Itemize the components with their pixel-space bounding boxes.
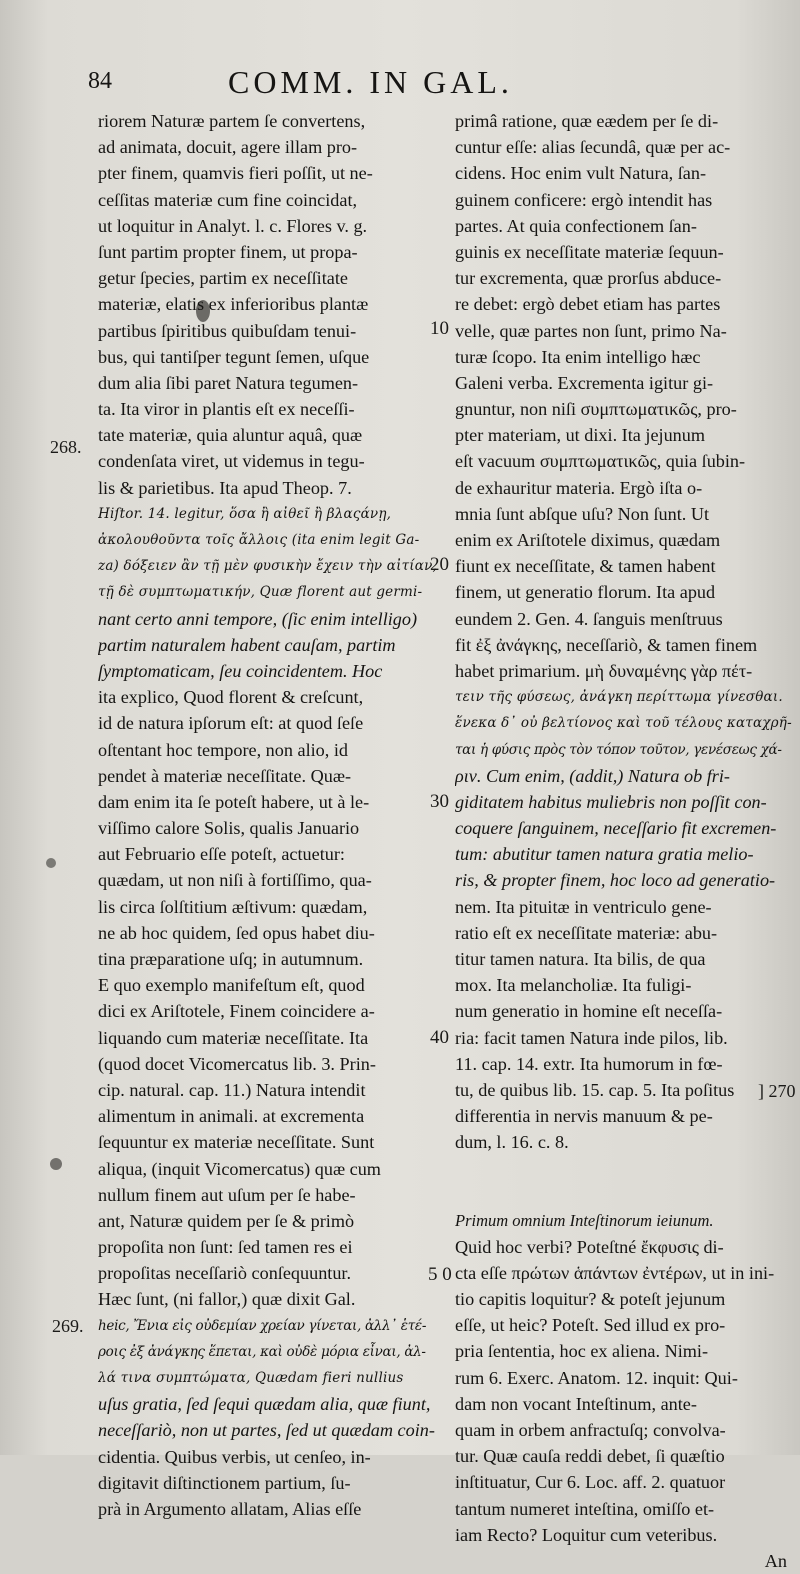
lemma-heading: Primum omnium Inteſtinorum ieiunum. bbox=[455, 1210, 714, 1230]
text-line: tio capitis loquitur? & poteſt jejunum bbox=[455, 1289, 726, 1310]
text-line: tate materiæ, quia aluntur aquâ, quæ bbox=[98, 425, 363, 446]
text-line: tu, de quibus lib. 15. cap. 5. Ita poſitus bbox=[455, 1079, 735, 1100]
text-line-greek: heic, Ἔνια εἰς οὐδεμίαν χρείαν γίνεται, ἀλλ᾽ ἑτέ- bbox=[98, 1317, 427, 1334]
text-line: aut Februario eſſe poteſt, actuetur: bbox=[98, 844, 345, 865]
text-line: fit ἐξ ἀνάγκης, neceſſariò, & tamen finem bbox=[455, 634, 758, 655]
text-line-greek: ἕνεκα δ᾽ οὐ βελτίονος καὶ τοῦ τέλους καταχρῆ- bbox=[455, 715, 792, 732]
text-line: cidens. Hoc enim vult Natura, ſan- bbox=[455, 163, 707, 184]
line-number-30: 30 bbox=[430, 791, 449, 812]
text-line: nullum finem aut uſum per ſe habe- bbox=[98, 1184, 356, 1205]
text-line: differentia in nervis manuum & pe- bbox=[455, 1106, 713, 1127]
text-line: ſunt partim propter finem, ut propa- bbox=[98, 241, 358, 262]
text-line: aliqua, (inquit Vicomercatus) quæ cum bbox=[98, 1158, 381, 1179]
text-line: propoſitas neceſſariò conſequuntur. bbox=[98, 1263, 352, 1284]
text-line: digitavit diſtinctionem partium, ſu- bbox=[98, 1472, 351, 1493]
text-line: ut loquitur in Analyt. l. c. Flores v. g. bbox=[98, 215, 368, 236]
text-line: tantum numeret inteſtina, omiſſo et- bbox=[455, 1498, 715, 1519]
text-line: cta eſſe πρώτων ἁπάντων ἐντέρων, ut in ini- bbox=[455, 1262, 775, 1283]
text-line: finem, ut generatio florum. Ita apud bbox=[455, 582, 716, 603]
text-line-greek: τῇ δὲ συμπτωματικήν, Quæ florent aut germi- bbox=[98, 584, 423, 601]
text-line-italic: partim naturalem habent cauſam, partim bbox=[98, 634, 396, 655]
text-line: eſſe, ut heic? Poteſt. Sed illud ex pro- bbox=[455, 1315, 726, 1336]
text-line: ad animata, docuit, agere illam pro- bbox=[98, 137, 358, 158]
text-line: turæ ſcopo. Ita enim intelligo hæc bbox=[455, 346, 701, 367]
text-line: bus, qui tantiſper tegunt ſemen, uſque bbox=[98, 346, 370, 367]
running-title: COMM. IN GAL. bbox=[228, 64, 513, 100]
text-line: tur. Quæ cauſa reddi debet, ſi quæſtio bbox=[455, 1446, 725, 1467]
text-line-italic: ριν. Cum enim, (addit,) Natura ob fri- bbox=[455, 765, 730, 786]
text-line: mnia ſunt abſque uſu? Non ſunt. Ut bbox=[455, 503, 710, 524]
text-line: dam enim ita ſe poteſt habere, ut à le- bbox=[98, 791, 370, 812]
text-line-italic: coquere ſanguinem, neceſſario fit excremen- bbox=[455, 818, 777, 839]
text-line: alimentum in animali. at excrementa bbox=[98, 1106, 365, 1127]
text-line-greek: za) δόξειεν ἂν τῇ μὲν φυσικὴν ἔχειν τὴν αἰτίαν, bbox=[98, 558, 437, 575]
text-line: condenſata viret, ut videmus in tegu- bbox=[98, 451, 365, 472]
line-number-10: 10 bbox=[430, 318, 449, 339]
text-line: enim ex Ariſtotele diximus, quædam bbox=[455, 530, 721, 550]
text-line: dum alia ſibi paret Natura tegumen- bbox=[98, 372, 359, 393]
text-line: dici ex Ariſtotele, Finem coincidere a- bbox=[98, 1001, 375, 1022]
text-line-greek: Hiſtor. 14. legitur, ὅσα ἢ αἰθεῖ ἢ βλαςάνῃ, bbox=[98, 505, 392, 522]
text-line: re debet: ergò debet etiam has partes bbox=[455, 294, 721, 315]
text-line: cuntur eſſe: alias ſecundâ, quæ per ac- bbox=[455, 137, 731, 158]
text-line: partibus ſpiritibus quibuſdam tenui- bbox=[98, 320, 357, 341]
text-line: cidentia. Quibus verbis, ut cenſeo, in- bbox=[98, 1446, 371, 1467]
right-text-column bbox=[455, 108, 793, 1574]
text-line: ne ab hoc quidem, ſed opus habet diu- bbox=[98, 922, 375, 943]
text-line-italic: giditatem habitus muliebris non poſſit con- bbox=[455, 791, 767, 812]
text-line: tur excrementa, quæ prorſus abduce- bbox=[455, 268, 722, 289]
text-line: de exhauritur materia. Ergò iſta o- bbox=[455, 477, 703, 498]
text-line: rum 6. Exerc. Anatom. 12. inquit: Qui- bbox=[455, 1367, 738, 1388]
text-line-greek: τειν τῆς φύσεως, ἀνάγκη περίττωμα γίνεσθαι. bbox=[455, 689, 783, 706]
text-line: E quo exemplo manifeſtum eſt, quod bbox=[98, 975, 365, 996]
text-line: ria: facit tamen Natura inde pilos, lib. bbox=[455, 1027, 728, 1048]
text-line: riorem Naturæ partem ſe convertens, bbox=[98, 111, 366, 131]
section-gap bbox=[455, 1156, 793, 1208]
text-line: eundem 2. Gen. 4. ſanguis menſtruus bbox=[455, 608, 723, 629]
text-line-italic: tum: abutitur tamen natura gratia melio- bbox=[455, 844, 754, 865]
text-line: partes. At quia confectionem ſan- bbox=[455, 215, 697, 236]
text-line: cip. natural. cap. 11.) Natura intendit bbox=[98, 1079, 366, 1100]
text-line: iam Recto? Loquitur cum veteribus. bbox=[455, 1524, 718, 1545]
text-line: lis circa ſolſtitium æſtivum: quædam, bbox=[98, 896, 368, 917]
text-line-italic: nant certo anni tempore, (ſic enim intelligo) bbox=[98, 608, 418, 629]
text-line: pter materiam, ut dixi. Ita jejunum bbox=[455, 425, 706, 446]
text-line: dam non vocant Inteſtinum, ante- bbox=[455, 1393, 697, 1414]
text-line: nem. Ita pituitæ in ventriculo gene- bbox=[455, 896, 712, 917]
text-line: fiunt ex neceſſitate, & tamen habent bbox=[455, 556, 716, 577]
margin-note-268: 268. bbox=[50, 437, 82, 457]
text-line-greek: ροις ἐξ ἀνάγκης ἕπεται, καὶ οὐδὲ μόρια εἶναι, ἀλ- bbox=[98, 1343, 426, 1360]
text-line: propoſita non ſunt: ſed tamen res ei bbox=[98, 1237, 353, 1258]
text-line-italic: neceſſariò, non ut partes, ſed ut quædam coin- bbox=[98, 1420, 435, 1441]
text-line: ta. Ita viror in plantis eſt ex neceſſi- bbox=[98, 399, 355, 420]
ink-spot bbox=[46, 858, 56, 868]
text-line: primâ ratione, quæ eædem per ſe di- bbox=[455, 111, 719, 131]
text-line: ſequuntur ex materiæ neceſſitate. Sunt bbox=[98, 1132, 375, 1153]
text-line: guinis ex neceſſitate materiæ ſequun- bbox=[455, 241, 724, 262]
text-line: viſſimo calore Solis, qualis Januario bbox=[98, 818, 360, 839]
text-line: ant, Naturæ quidem per ſe & primò bbox=[98, 1210, 355, 1231]
ink-spot bbox=[50, 1158, 62, 1170]
text-line-italic: uſus gratia, ſed ſequi quædam alia, quæ fiunt, bbox=[98, 1394, 431, 1415]
text-line: eſt vacuum συμπτωματικῶς, quia ſubin- bbox=[455, 451, 746, 472]
line-number-20: 20 bbox=[430, 554, 449, 575]
line-number-40: 40 bbox=[430, 1027, 449, 1048]
text-line: pria ſententia, hoc ex aliena. Nimi- bbox=[455, 1341, 709, 1362]
margin-note-270: ] 270 bbox=[758, 1081, 796, 1101]
text-line: liquando cum materiæ neceſſitate. Ita bbox=[98, 1027, 369, 1048]
text-line: quædam, ut non niſi à fortiſſimo, qua- bbox=[98, 870, 372, 891]
page-number: 84 bbox=[88, 68, 112, 94]
text-line: gnuntur, non niſi συμπτωματικῶς, pro- bbox=[455, 399, 737, 420]
text-line: id de natura ipſorum eſt: at quod ſeſe bbox=[98, 713, 364, 734]
text-line: lis & parietibus. Ita apud Theop. 7. bbox=[98, 477, 352, 498]
text-line-italic: ris, & propter finem, hoc loco ad generatio- bbox=[455, 870, 776, 891]
text-line: oſtentant hoc tempore, non alio, id bbox=[98, 739, 349, 760]
text-line-greek: ται ἡ φύσις πρὸς τὸν τόπον τοῦτον, γενέσεως χά- bbox=[455, 741, 782, 758]
text-line: ratio eſt ex neceſſitate materiæ: abu- bbox=[455, 922, 718, 943]
text-line: mox. Ita melancholiæ. Ita fuligi- bbox=[455, 975, 692, 996]
text-line: ita explico, Quod florent & creſcunt, bbox=[98, 687, 364, 708]
catchword: An bbox=[764, 1550, 787, 1571]
margin-note-269: 269. bbox=[52, 1316, 84, 1336]
line-number-50: 5 0 bbox=[428, 1264, 452, 1285]
text-line: (quod docet Vicomercatus lib. 3. Prin- bbox=[98, 1053, 376, 1074]
text-line: pter finem, quamvis fieri poſſit, ut ne- bbox=[98, 163, 373, 184]
text-line: ceſſitas materiæ cum fine coincidat, bbox=[98, 189, 358, 210]
page-header bbox=[88, 62, 708, 106]
text-line: Quid hoc verbi? Poteſtné ἔκφυσις di- bbox=[455, 1236, 724, 1257]
text-line: 11. cap. 14. extr. Ita humorum in fœ- bbox=[455, 1053, 723, 1074]
text-line: pendet à materiæ neceſſitate. Quæ- bbox=[98, 765, 352, 786]
text-line: velle, quæ partes non ſunt, primo Na- bbox=[455, 320, 727, 341]
text-line-greek: ἀκολουθοῦντα τοῖς ἄλλοις (ita enim legit Ga- bbox=[98, 532, 420, 548]
text-line: inſtituatur, Cur 6. Loc. aff. 2. quatuor bbox=[455, 1472, 726, 1493]
text-line: Galeni verba. Excrementa igitur gi- bbox=[455, 372, 714, 393]
left-text-column bbox=[98, 108, 440, 1522]
text-line-italic: ſymptomaticam, ſeu coincidentem. Hoc bbox=[98, 660, 383, 681]
text-line: materiæ, elatis ex inferioribus plantæ bbox=[98, 294, 369, 315]
text-line: dum, l. 16. c. 8. bbox=[455, 1132, 569, 1153]
text-line: Hæc ſunt, (ni fallor,) quæ dixit Gal. bbox=[98, 1289, 356, 1310]
text-line: guinem conficere: ergò intendit has bbox=[455, 189, 713, 210]
text-line-greek: λά τινα συμπτώματα, Quædam fieri nullius bbox=[98, 1370, 404, 1386]
text-line: tina præparatione uſq; in autumnum. bbox=[98, 949, 364, 969]
text-line: num generatio in homine eſt neceſſa- bbox=[455, 1001, 723, 1022]
text-line: getur ſpecies, partim ex neceſſitate bbox=[98, 268, 348, 289]
text-line: quam in orbem anfractuſq; convolva- bbox=[455, 1420, 726, 1440]
text-line: titur tamen natura. Ita bilis, de qua bbox=[455, 949, 706, 969]
text-line: habet primarium. μὴ δυναμένης γὰρ πέτ- bbox=[455, 660, 753, 681]
text-line: prà in Argumento allatam, Alias eſſe bbox=[98, 1498, 362, 1519]
